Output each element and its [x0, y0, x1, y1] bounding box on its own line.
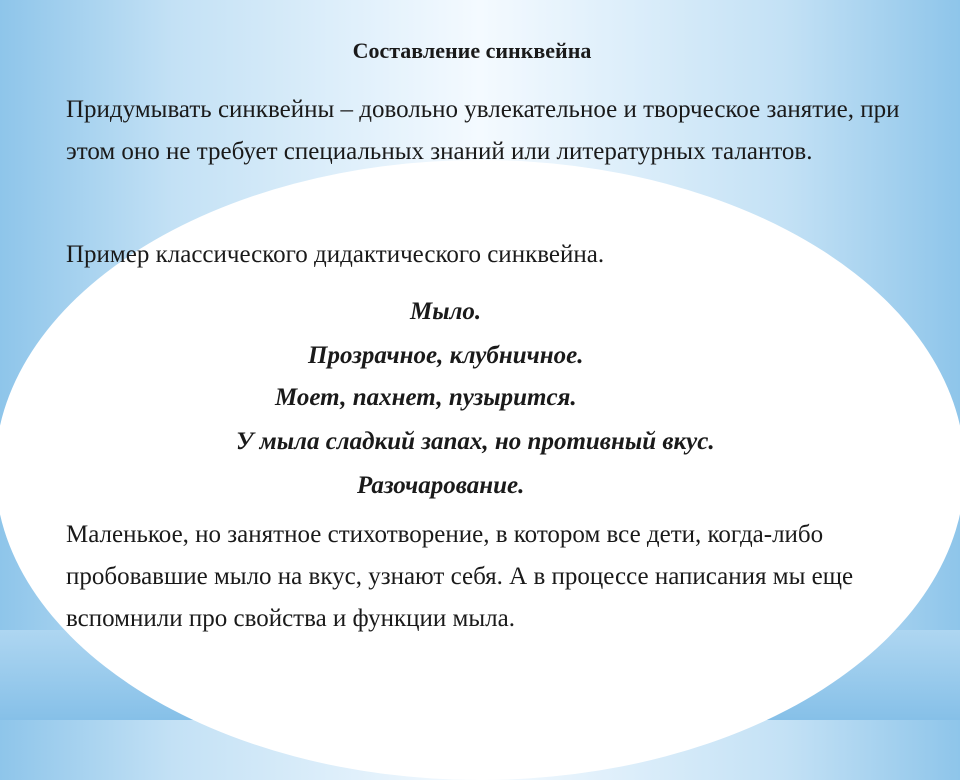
- poem-line: Разочарование.: [357, 472, 525, 499]
- intro-paragraph: Придумывать синквейны – довольно увлекательное и творческое занятие, при этом оно не требует специальных знаний или литературных талантов.: [66, 96, 900, 165]
- poem-line: Моет, пахнет, пузырится.: [275, 384, 577, 411]
- poem-line: Мыло.: [410, 298, 482, 325]
- poem-line: Прозрачное, клубничное.: [308, 342, 584, 369]
- poem-line: У мыла сладкий запах, но противный вкус.: [236, 428, 715, 455]
- example-intro: Пример классического дидактического синквейна.: [66, 241, 605, 268]
- slide-title: Составление синквейна: [352, 38, 592, 63]
- outro-paragraph: Маленькое, но занятное стихотворение, в котором все дети, когда-либо пробовавшие мыло на вкус, узнают себя. А в процессе написания мы еще вспомнили про свойства и функции мыла.: [66, 521, 854, 632]
